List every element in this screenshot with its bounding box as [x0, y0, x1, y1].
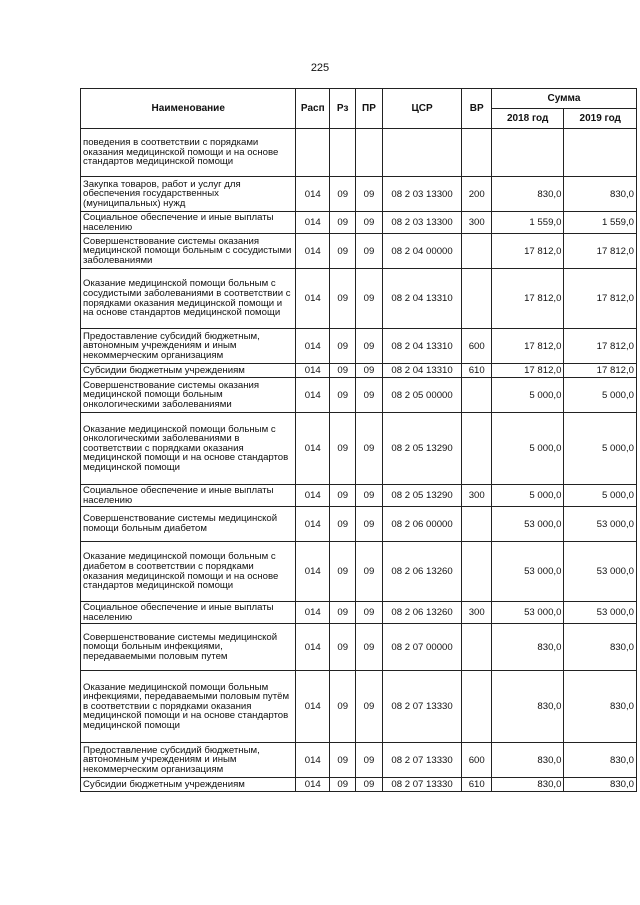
- row-rz: 09: [330, 378, 356, 413]
- row-rasp: 014: [296, 212, 330, 234]
- row-name: поведения в соответствии с порядками оказания медицинской помощи и на основе стандартов медицинской помощи: [81, 129, 296, 177]
- row-vr: [462, 542, 491, 602]
- row-rasp: 014: [296, 177, 330, 212]
- row-sum-2018: 830,0: [491, 671, 564, 743]
- row-name: Предоставление субсидий бюджетным, автономным учреждениям и иным некоммерческим организациям: [81, 329, 296, 364]
- row-vr: [462, 671, 491, 743]
- row-rasp: 014: [296, 671, 330, 743]
- row-vr: [462, 624, 491, 671]
- row-sum-2018: 53 000,0: [491, 507, 564, 542]
- row-sum-2019: 830,0: [564, 624, 637, 671]
- row-rz: 09: [330, 329, 356, 364]
- row-name: Субсидии бюджетным учреждениям: [81, 364, 296, 378]
- table-row: [81, 671, 637, 743]
- table-row: [81, 129, 637, 177]
- row-csr: 08 2 04 13310: [382, 269, 462, 329]
- row-name: Социальное обеспечение и иные выплаты населению: [81, 212, 296, 234]
- row-sum-2019: 830,0: [564, 177, 637, 212]
- table-row: [81, 624, 637, 671]
- row-sum-2018: 17 812,0: [491, 269, 564, 329]
- row-vr: [462, 129, 491, 177]
- row-csr: 08 2 05 13290: [382, 413, 462, 485]
- row-pr: 09: [356, 602, 382, 624]
- row-sum-2018: 53 000,0: [491, 602, 564, 624]
- row-rz: 09: [330, 602, 356, 624]
- table-row: [81, 743, 637, 778]
- row-csr: [382, 129, 462, 177]
- table-body: [81, 129, 637, 792]
- row-vr: 200: [462, 177, 491, 212]
- row-rz: 09: [330, 743, 356, 778]
- row-name: Предоставление субсидий бюджетным, автономным учреждениям и иным некоммерческим организациям: [81, 743, 296, 778]
- row-csr: 08 2 07 13330: [382, 671, 462, 743]
- row-vr: 300: [462, 602, 491, 624]
- header-rasp: Расп: [296, 89, 330, 129]
- header-csr: ЦСР: [382, 89, 462, 129]
- row-rasp: 014: [296, 378, 330, 413]
- row-name: Совершенствование системы оказания медицинской помощи больным онкологическими заболеваниями: [81, 378, 296, 413]
- row-csr: 08 2 03 13300: [382, 177, 462, 212]
- row-vr: 600: [462, 743, 491, 778]
- row-pr: [356, 129, 382, 177]
- row-sum-2018: 17 812,0: [491, 364, 564, 378]
- row-name: Социальное обеспечение и иные выплаты населению: [81, 602, 296, 624]
- table-row: [81, 778, 637, 792]
- row-pr: 09: [356, 743, 382, 778]
- row-sum-2018: 830,0: [491, 177, 564, 212]
- row-name: Оказание медицинской помощи больным с онкологическими заболеваниями в соответствии с порядками оказания медицинской помощи и на основе стандартов медицинской помощи: [81, 413, 296, 485]
- row-sum-2019: 17 812,0: [564, 364, 637, 378]
- row-rz: 09: [330, 624, 356, 671]
- row-rasp: 014: [296, 624, 330, 671]
- row-name: Оказание медицинской помощи больным с сосудистыми заболеваниями в соответствии с порядками оказания медицинской помощи и на основе стандартов медицинской помощи: [81, 269, 296, 329]
- row-sum-2019: 53 000,0: [564, 542, 637, 602]
- row-vr: 300: [462, 212, 491, 234]
- row-name: Оказание медицинской помощи больным инфекциями, передаваемыми половым путём в соответствии с порядками оказания медицинской помощи и на основе стандартов медицинской помощи: [81, 671, 296, 743]
- table-header: [81, 89, 637, 129]
- row-name: Субсидии бюджетным учреждениям: [81, 778, 296, 792]
- row-pr: 09: [356, 413, 382, 485]
- row-rasp: 014: [296, 269, 330, 329]
- row-rasp: [296, 129, 330, 177]
- row-csr: 08 2 07 00000: [382, 624, 462, 671]
- row-sum-2019: 17 812,0: [564, 234, 637, 269]
- row-vr: 610: [462, 364, 491, 378]
- row-rz: 09: [330, 364, 356, 378]
- table-row: [81, 542, 637, 602]
- row-sum-2019: 830,0: [564, 778, 637, 792]
- row-csr: 08 2 03 13300: [382, 212, 462, 234]
- row-pr: 09: [356, 485, 382, 507]
- table-row: [81, 507, 637, 542]
- row-rasp: 014: [296, 542, 330, 602]
- table-row: [81, 177, 637, 212]
- row-name: Совершенствование системы оказания медицинской помощи больным с сосудистыми заболеваниями: [81, 234, 296, 269]
- header-pr: ПР: [356, 89, 382, 129]
- row-vr: [462, 413, 491, 485]
- table-row: [81, 378, 637, 413]
- row-csr: 08 2 05 00000: [382, 378, 462, 413]
- row-sum-2018: 5 000,0: [491, 378, 564, 413]
- header-name: Наименование: [81, 89, 296, 129]
- row-csr: 08 2 07 13330: [382, 778, 462, 792]
- table-row: [81, 234, 637, 269]
- row-vr: 600: [462, 329, 491, 364]
- row-pr: 09: [356, 542, 382, 602]
- row-sum-2019: 830,0: [564, 743, 637, 778]
- row-rz: 09: [330, 778, 356, 792]
- row-sum-2019: 53 000,0: [564, 602, 637, 624]
- row-name: Оказание медицинской помощи больным с диабетом в соответствии с порядками оказания медицинской помощи и на основе стандартов медицинской помощи: [81, 542, 296, 602]
- page-number: 225: [310, 62, 330, 74]
- row-name: Совершенствование системы медицинской помощи больным инфекциями, передаваемыми половым путем: [81, 624, 296, 671]
- row-pr: 09: [356, 329, 382, 364]
- row-sum-2019: 17 812,0: [564, 269, 637, 329]
- row-pr: 09: [356, 177, 382, 212]
- row-sum-2019: 5 000,0: [564, 378, 637, 413]
- row-rz: 09: [330, 269, 356, 329]
- row-rasp: 014: [296, 602, 330, 624]
- row-sum-2019: 5 000,0: [564, 485, 637, 507]
- row-sum-2018: 5 000,0: [491, 413, 564, 485]
- row-rz: 09: [330, 542, 356, 602]
- row-csr: 08 2 06 13260: [382, 602, 462, 624]
- row-sum-2018: 1 559,0: [491, 212, 564, 234]
- row-rz: [330, 129, 356, 177]
- table-row: [81, 269, 637, 329]
- row-csr: 08 2 05 13290: [382, 485, 462, 507]
- table-row: [81, 329, 637, 364]
- row-rz: 09: [330, 177, 356, 212]
- row-sum-2018: 53 000,0: [491, 542, 564, 602]
- table-row: [81, 364, 637, 378]
- row-csr: 08 2 04 13310: [382, 364, 462, 378]
- row-sum-2018: [491, 129, 564, 177]
- row-csr: 08 2 06 00000: [382, 507, 462, 542]
- row-rasp: 014: [296, 507, 330, 542]
- row-name: Закупка товаров, работ и услуг для обеспечения государственных (муниципальных) нужд: [81, 177, 296, 212]
- row-sum-2018: 830,0: [491, 624, 564, 671]
- table-row: [81, 485, 637, 507]
- row-pr: 09: [356, 234, 382, 269]
- row-rz: 09: [330, 234, 356, 269]
- row-sum-2019: 53 000,0: [564, 507, 637, 542]
- row-rasp: 014: [296, 364, 330, 378]
- row-csr: 08 2 06 13260: [382, 542, 462, 602]
- row-csr: 08 2 04 13310: [382, 329, 462, 364]
- row-sum-2018: 830,0: [491, 743, 564, 778]
- row-rz: 09: [330, 671, 356, 743]
- row-vr: [462, 378, 491, 413]
- row-pr: 09: [356, 624, 382, 671]
- row-rz: 09: [330, 212, 356, 234]
- row-rz: 09: [330, 413, 356, 485]
- row-vr: [462, 269, 491, 329]
- row-pr: 09: [356, 212, 382, 234]
- row-sum-2018: 830,0: [491, 778, 564, 792]
- row-sum-2019: 1 559,0: [564, 212, 637, 234]
- row-rasp: 014: [296, 743, 330, 778]
- row-rasp: 014: [296, 234, 330, 269]
- row-pr: 09: [356, 378, 382, 413]
- row-sum-2018: 17 812,0: [491, 329, 564, 364]
- row-rasp: 014: [296, 485, 330, 507]
- row-vr: 300: [462, 485, 491, 507]
- row-rasp: 014: [296, 778, 330, 792]
- row-csr: 08 2 04 00000: [382, 234, 462, 269]
- row-pr: 09: [356, 778, 382, 792]
- row-pr: 09: [356, 269, 382, 329]
- row-pr: 09: [356, 364, 382, 378]
- row-vr: 610: [462, 778, 491, 792]
- header-2018: 2018 год: [491, 109, 564, 129]
- row-rz: 09: [330, 485, 356, 507]
- row-name: Совершенствование системы медицинской помощи больным диабетом: [81, 507, 296, 542]
- row-sum-2019: 5 000,0: [564, 413, 637, 485]
- header-summa: Сумма: [491, 89, 636, 109]
- header-vr: ВР: [462, 89, 491, 129]
- row-sum-2018: 5 000,0: [491, 485, 564, 507]
- table-row: [81, 413, 637, 485]
- row-sum-2019: 17 812,0: [564, 329, 637, 364]
- table-row: [81, 602, 637, 624]
- row-rz: 09: [330, 507, 356, 542]
- row-sum-2019: [564, 129, 637, 177]
- header-rz: Рз: [330, 89, 356, 129]
- row-pr: 09: [356, 507, 382, 542]
- header-2019: 2019 год: [564, 109, 637, 129]
- row-vr: [462, 234, 491, 269]
- table-row: [81, 212, 637, 234]
- budget-table: [80, 88, 637, 792]
- row-rasp: 014: [296, 413, 330, 485]
- row-pr: 09: [356, 671, 382, 743]
- row-vr: [462, 507, 491, 542]
- row-csr: 08 2 07 13330: [382, 743, 462, 778]
- row-name: Социальное обеспечение и иные выплаты населению: [81, 485, 296, 507]
- row-rasp: 014: [296, 329, 330, 364]
- row-sum-2019: 830,0: [564, 671, 637, 743]
- row-sum-2018: 17 812,0: [491, 234, 564, 269]
